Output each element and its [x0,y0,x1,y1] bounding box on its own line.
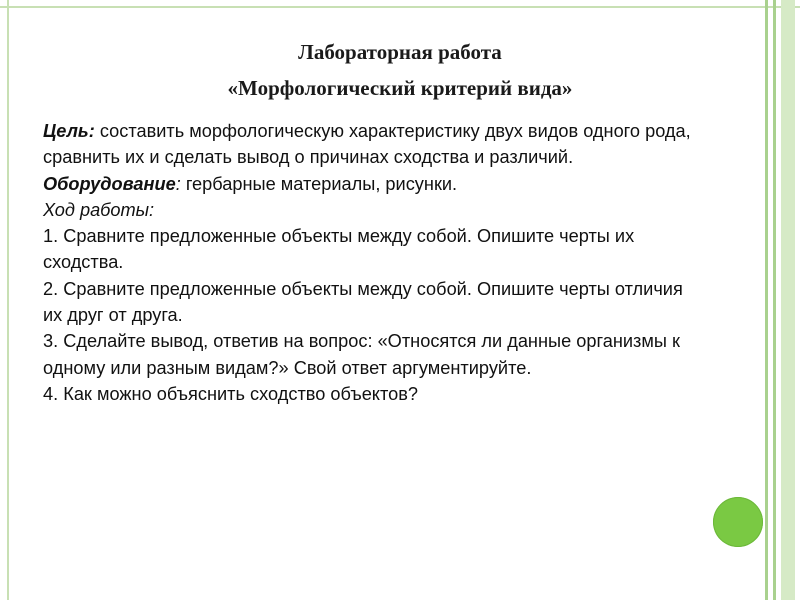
goal-text: составить морфологическую характеристику двух видов одного рода, сравнить их и сделать вывод о причинах сходства и различий. [43,121,691,168]
equipment-paragraph [43,171,703,197]
frame-band-right [781,0,795,600]
slide-body [43,118,703,407]
frame-line-right-1 [765,0,768,600]
equipment-text: гербарные материалы, рисунки. [180,173,458,194]
procedure-step-4: 4. Как можно объяснить сходство объектов? [43,383,418,404]
title-line-1: Лабораторная работа [298,40,502,64]
slide-title [120,34,680,106]
green-circle-decoration [713,497,763,547]
frame-line-left [7,0,9,600]
procedure-step-1: 1. Сравните предложенные объекты между собой. Опишите черты их сходства. [43,226,635,273]
goal-label: Цель: [43,121,95,141]
procedure-heading: Ход работы: [43,199,155,220]
goal-paragraph [43,118,703,171]
equipment-label: Оборудование [43,173,176,194]
procedure-step-3: 3. Сделайте вывод, ответив на вопрос: «Относятся ли данные организмы к одному или разным видам?» Свой ответ аргументируйте. [43,331,680,378]
procedure-step-2: 2. Сравните предложенные объекты между собой. Опишите черты отличия их друг от друга. [43,278,683,326]
title-line-2: «Морфологический критерий вида» [227,76,573,100]
equipment-colon: : [175,173,181,194]
frame-line-right-2 [773,0,776,600]
frame-line-top [0,6,800,8]
